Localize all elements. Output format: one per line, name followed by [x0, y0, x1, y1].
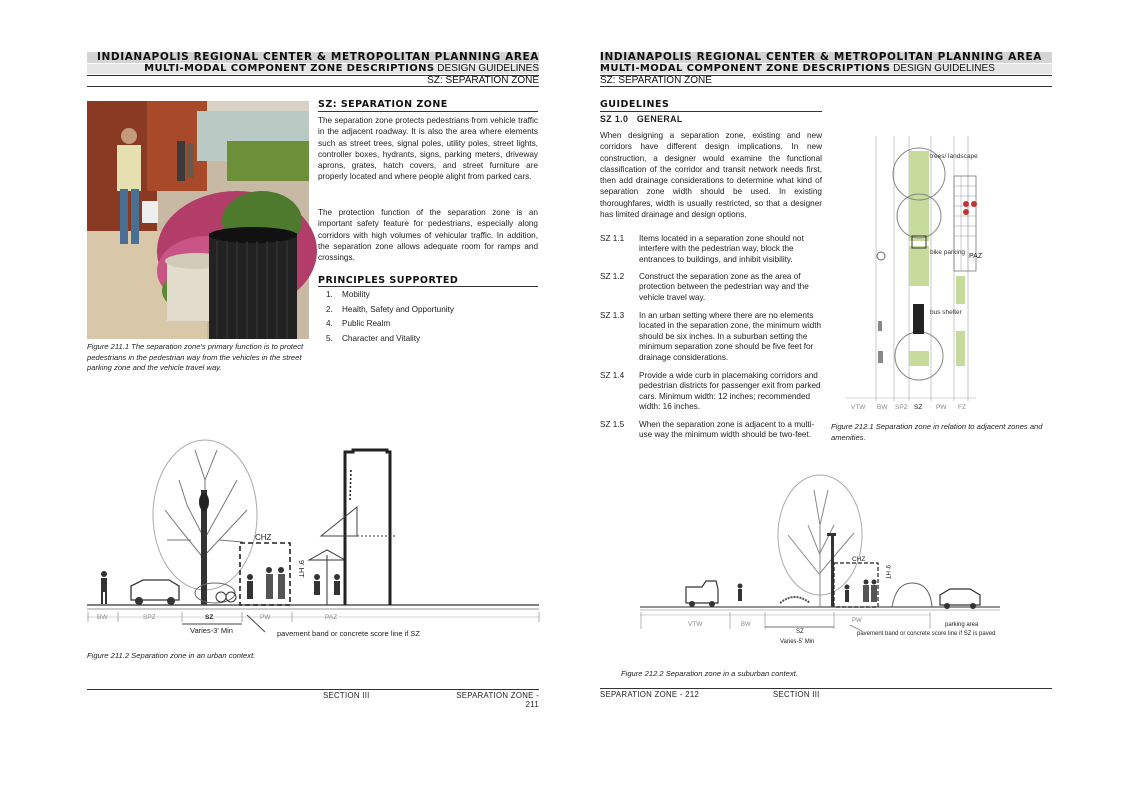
suburban-zone-pw: PW [852, 618, 862, 624]
plan-paz-label: PAZ [969, 253, 983, 260]
header-subtitle-left [87, 63, 539, 74]
plan-zone-sz: SZ [914, 404, 923, 411]
header-title-left: INDIANAPOLIS REGIONAL CENTER & METROPOLITAN PLANNING AREA [96, 51, 539, 63]
suburban-zone-bw: BW [741, 622, 751, 628]
subtitle-bold: MULTI-MODAL COMPONENT ZONE DESCRIPTIONS [600, 63, 891, 74]
footer-section-right: SECTION III [773, 690, 820, 699]
guideline-item [600, 371, 822, 413]
guideline-num: SZ 1.3 [600, 311, 625, 320]
suburban-varies-label: Varies-5' Min [780, 639, 815, 645]
guideline-num: SZ 1.4 [600, 371, 625, 380]
urban-chz-label: CHZ [255, 533, 272, 542]
urban-varies-label: Varies-3' Min [190, 626, 233, 635]
sz-para-1: The separation zone protects pedestrians from vehicle traffic in the adjacent roadway. It is also the area where elements such as street trees, signal poles, utility poles, street lights, controller boxes, hydrants, signs, parking meters, driveway aprons, grates, hatch covers, and street furniture are properly located and where people alight from parked cars. [318, 116, 538, 182]
principle-item [326, 317, 536, 332]
suburban-section-drawing [640, 455, 1000, 660]
principle-num: 4. [326, 319, 333, 329]
urban-zone-paz: PAZ [325, 614, 338, 621]
urban-section-drawing [87, 410, 539, 650]
suburban-ht-label: 9' HT [884, 565, 890, 580]
guideline-text: Items located in a separation zone should not interfere with the pedestrian way, block the entrances to buildings, and inhibit visibility. [639, 234, 804, 264]
footer-page-right: SEPARATION ZONE - 212 [600, 690, 700, 699]
principle-label: Character and Vitality [342, 333, 421, 343]
sz-heading: SZ: SEPARATION ZONE [318, 99, 448, 110]
suburban-zone-sz: SZ [796, 629, 804, 635]
guideline-num: SZ 1.1 [600, 234, 625, 243]
principle-label: Mobility [342, 290, 370, 299]
urban-ht-label: 9' HT [297, 560, 306, 578]
guideline-item [600, 311, 822, 363]
header-subtitle-right [600, 63, 1052, 74]
footer-rule-right [600, 688, 1052, 689]
plan-trees-label: trees/ landscape [930, 153, 978, 160]
plan-bike-label: bike parking [930, 249, 966, 256]
principle-label: Health, Safety and Opportunity [342, 304, 454, 314]
header-section-left: SZ: SEPARATION ZONE [427, 75, 539, 86]
photo-caption: Figure 211.1 The separation zone's primary function is to protect pedestrians in the pedestrian way from the vehicles in the street parking zone and the vehicle travel way. [87, 342, 304, 372]
guideline-text: Construct the separation zone as the area of protection between the pedestrian way and the vehicle travel way. [639, 272, 809, 302]
principles-heading: PRINCIPLES SUPPORTED [318, 275, 459, 286]
footer-page-left: SEPARATION ZONE - 211 [456, 691, 539, 709]
principle-item [326, 288, 536, 303]
subtitle-bold: MULTI-MODAL COMPONENT ZONE DESCRIPTIONS [144, 63, 435, 74]
urban-zone-bw: BW [97, 614, 108, 621]
footer-section-left: SECTION III [323, 691, 370, 700]
plan-zone-spz: SPZ [895, 404, 908, 411]
plan-caption: Figure 212.1 Separation zone in relation to adjacent zones and amenities. [831, 422, 1043, 442]
subtitle-rest: DESIGN GUIDELINES [893, 63, 995, 74]
guideline-text: In an urban setting where there are no elements located in the separation zone, the minimum width should be six inches. In a suburban setting the minimum separation zone should be five feet for drainage considerations. [639, 311, 822, 362]
urban-note-label: pavement band or concrete score line if SZ [277, 629, 420, 638]
plan-zone-vtw: VTW [851, 404, 866, 411]
plan-zone-pw: PW [936, 404, 947, 411]
suburban-note-label: pavement band or concrete score line if SZ is paved [857, 631, 996, 637]
suburban-parking-label: parking area [945, 622, 979, 628]
sz-heading-rule [318, 111, 538, 112]
principle-num: 1. [326, 290, 333, 299]
general-intro: When designing a separation zone, existing and new corridors have different design implications. In new construction, a designer would examine the functional classification of the corridor and transit network needs first, then add drainage considerations to determine what kind of separation zone width should be used. In existing thoroughfares, width is usually restricted, so that a designer has limited drainage and design options. [600, 131, 822, 220]
urban-zone-spz: SPZ [143, 614, 156, 621]
principle-num: 2. [326, 304, 333, 314]
suburban-caption: Figure 212.2 Separation zone in a suburban context. [621, 669, 798, 678]
principle-num: 5. [326, 333, 333, 343]
plan-bus-label: bus shelter [930, 309, 962, 316]
principle-item [326, 303, 536, 318]
general-subheading: SZ 1.0 GENERAL [600, 114, 683, 124]
header-section-right: SZ: SEPARATION ZONE [600, 75, 712, 86]
guideline-num: SZ 1.5 [600, 420, 625, 429]
suburban-zone-vtw: VTW [688, 621, 703, 628]
guideline-item [600, 272, 822, 303]
footer-rule-left [87, 689, 539, 690]
guideline-item [600, 420, 822, 441]
guidelines-rule [600, 111, 822, 112]
guideline-item [600, 234, 822, 265]
subtitle-rest: DESIGN GUIDELINES [437, 63, 539, 74]
guideline-text: When the separation zone is adjacent to a multi-use way the minimum width should be two-feet. [639, 420, 815, 440]
guidelines-heading: GUIDELINES [600, 99, 670, 110]
urban-caption: Figure 211.2 Separation zone in an urban context. [87, 651, 256, 660]
principle-label: Public Realm [342, 319, 391, 329]
header-rule-left-2 [87, 86, 539, 87]
guideline-text: Provide a wide curb in placemaking corridors and pedestrian districts for passenger exit from parked cars. Minimum width: 12 inches; recommended width: 16 inches. [639, 371, 821, 412]
header-title-right: INDIANAPOLIS REGIONAL CENTER & METROPOLITAN PLANNING AREA [600, 51, 1043, 63]
plan-zone-bw: BW [877, 404, 888, 411]
principles-list [326, 288, 536, 346]
urban-zone-sz: SZ [205, 614, 214, 621]
suburban-chz-label: CHZ [852, 556, 866, 563]
plan-zone-fz: FZ [958, 404, 966, 411]
principle-item [326, 332, 536, 347]
principles-rule [318, 286, 538, 287]
plan-diagram [846, 136, 983, 416]
street-photo [87, 101, 309, 339]
urban-zone-pw: PW [260, 614, 271, 621]
header-rule-right-2 [600, 86, 1052, 87]
guideline-num: SZ 1.2 [600, 272, 625, 281]
sz-para-2: The protection function of the separation zone is an important safety feature for pedestrians, especially along corridors with high volumes of vehicular traffic. In addition, the separation zone allows adequate room for ramps and crossings. [318, 208, 538, 263]
